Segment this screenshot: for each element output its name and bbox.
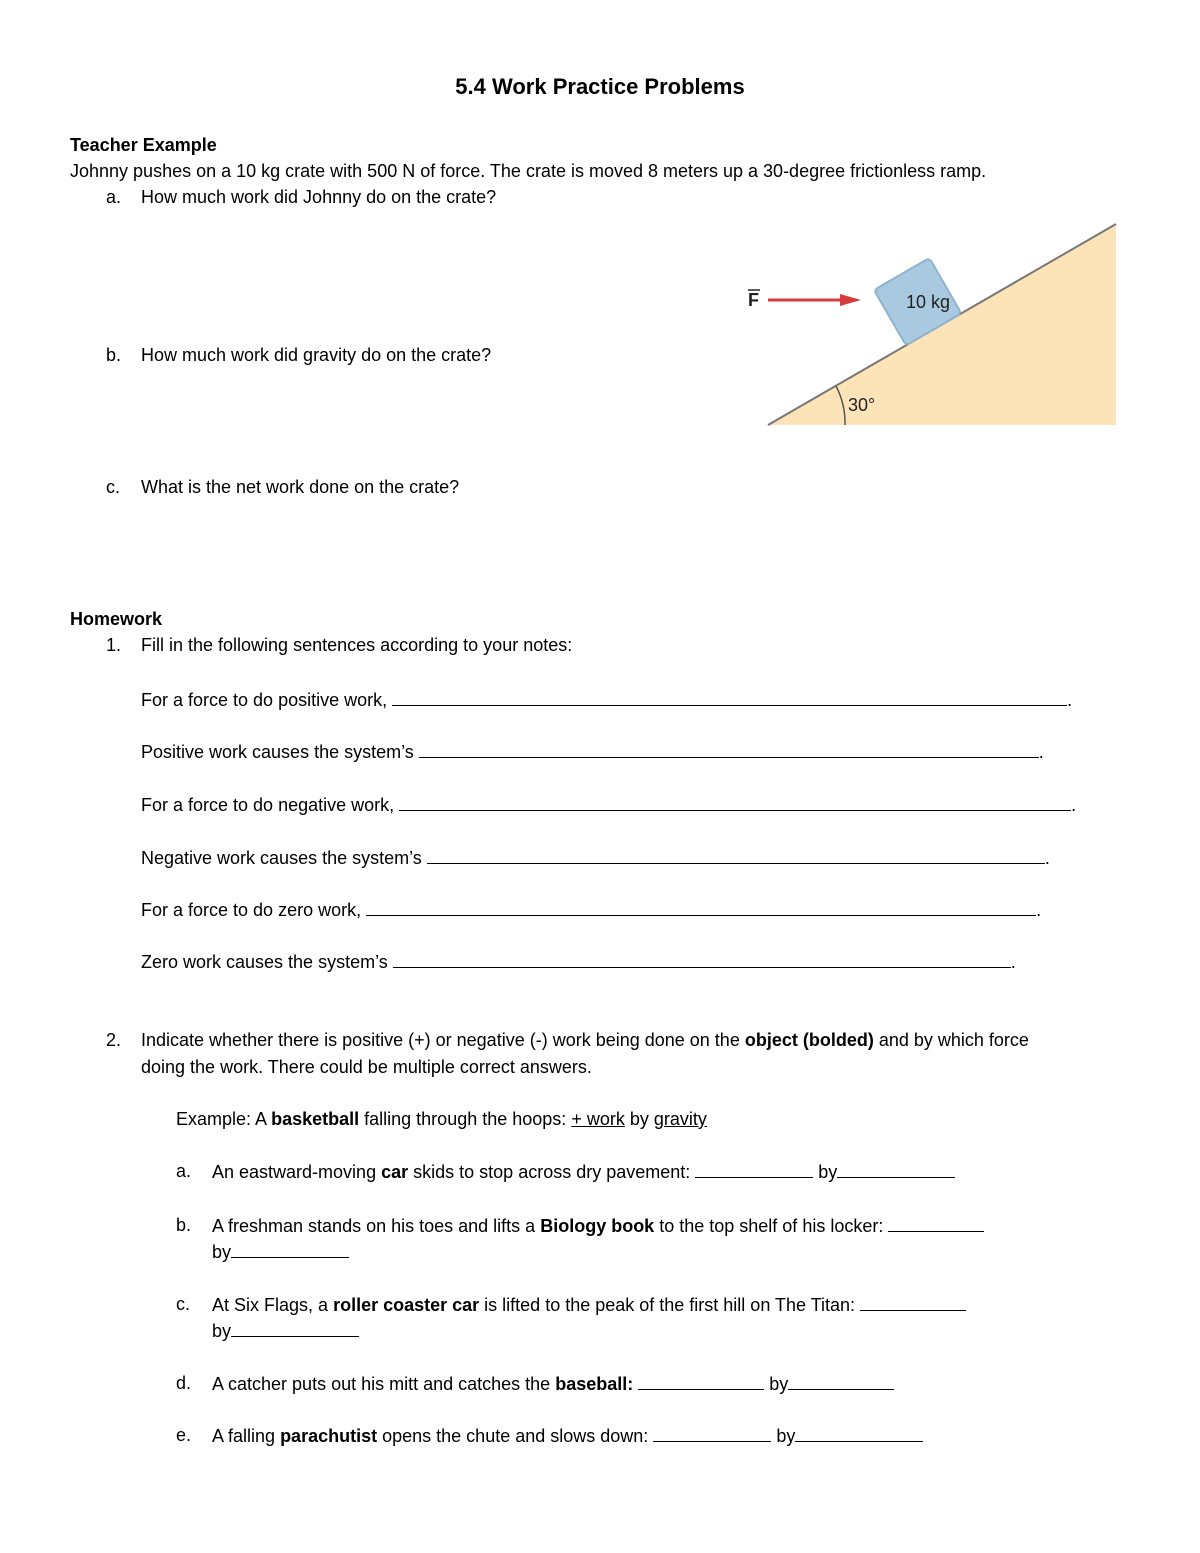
force-blank[interactable] xyxy=(231,1240,349,1258)
item-by: by xyxy=(769,1374,789,1394)
fill-sentence-text: Zero work causes the system’s xyxy=(141,952,388,972)
item-bold: car xyxy=(381,1162,409,1182)
item-by: by xyxy=(818,1162,838,1182)
work-sign-blank[interactable] xyxy=(860,1293,966,1311)
force-blank[interactable] xyxy=(231,1319,359,1337)
example-mid: falling through the hoops: xyxy=(364,1109,567,1129)
q2-item-by-line xyxy=(212,1240,349,1263)
item-pre: A freshman stands on his toes and lifts a xyxy=(212,1216,536,1236)
work-sign-blank[interactable] xyxy=(653,1424,771,1442)
example-bold: basketball xyxy=(271,1109,360,1129)
answer-blank[interactable] xyxy=(399,793,1071,811)
example-answer-work: + work xyxy=(571,1109,625,1129)
q2-line1-post: and by which force xyxy=(878,1030,1029,1050)
item-post: skids to stop across dry pavement: xyxy=(413,1162,691,1182)
answer-blank[interactable] xyxy=(419,740,1039,758)
force-blank[interactable] xyxy=(837,1160,955,1178)
question-label-c: c. xyxy=(106,477,121,497)
teacher-example-heading: Teacher Example xyxy=(70,135,217,155)
item-bold: Biology book xyxy=(540,1216,655,1236)
item-post: is lifted to the peak of the first hill on The Titan: xyxy=(484,1295,856,1315)
q2-example xyxy=(176,1108,707,1130)
force-blank[interactable] xyxy=(795,1424,923,1442)
item-post: to the top shelf of his locker: xyxy=(659,1216,884,1236)
fill-sentence-end: . xyxy=(1044,848,1050,868)
answer-blank[interactable] xyxy=(427,846,1045,864)
answer-blank[interactable] xyxy=(366,898,1036,916)
work-sign-blank[interactable] xyxy=(695,1160,813,1178)
example-answer-force: gravity xyxy=(653,1109,707,1129)
answer-blank[interactable] xyxy=(393,950,1011,968)
item-pre: A catcher puts out his mitt and catches the xyxy=(212,1374,551,1394)
fill-sentence xyxy=(141,740,1044,763)
question-label-a: a. xyxy=(106,187,122,207)
fill-sentence-end: . xyxy=(1067,690,1073,710)
q2-item xyxy=(212,1293,966,1316)
item-pre: An eastward-moving xyxy=(212,1162,377,1182)
angle-label: 30° xyxy=(848,395,876,415)
q2-item-label: c. xyxy=(176,1294,191,1314)
q2-item-label: d. xyxy=(176,1373,192,1393)
fill-sentence xyxy=(141,846,1050,869)
q2-item-label: e. xyxy=(176,1425,192,1445)
item-bold: roller coaster car xyxy=(333,1295,480,1315)
item-bold: parachutist xyxy=(280,1426,378,1446)
item-by: by xyxy=(212,1321,232,1341)
force-arrow-head xyxy=(840,294,861,306)
teacher-example-prompt: Johnny pushes on a 10 kg crate with 500 N of force. The crate is moved 8 meters up a 30-degree frictionless ramp. xyxy=(70,161,987,181)
fill-sentence-end: . xyxy=(1010,952,1016,972)
example-by: by xyxy=(629,1109,649,1129)
page-title: 5.4 Work Practice Problems xyxy=(455,74,745,99)
crate-mass-label: 10 kg xyxy=(905,292,951,312)
hw-q1-text: Fill in the following sentences according to your notes: xyxy=(141,635,573,655)
fill-sentence-text: For a force to do negative work, xyxy=(141,795,395,815)
q2-item-label: b. xyxy=(176,1215,192,1235)
question-b-text: How much work did gravity do on the crate? xyxy=(141,345,492,365)
q2-item-label: a. xyxy=(176,1161,192,1181)
question-a-text: How much work did Johnny do on the crate? xyxy=(141,187,497,207)
q2-item xyxy=(212,1160,955,1183)
fill-sentence xyxy=(141,688,1072,711)
fill-sentence-end: . xyxy=(1038,742,1044,762)
question-c-text: What is the net work done on the crate? xyxy=(141,477,460,497)
ramp-diagram xyxy=(736,218,1122,432)
fill-sentence xyxy=(141,950,1016,973)
q2-line1-bold: object (bolded) xyxy=(744,1030,874,1050)
q2-item xyxy=(212,1424,923,1447)
force-blank[interactable] xyxy=(788,1372,894,1390)
q2-item xyxy=(212,1214,984,1237)
work-sign-blank[interactable] xyxy=(888,1214,984,1232)
work-sign-blank[interactable] xyxy=(638,1372,764,1390)
q2-item xyxy=(212,1372,894,1395)
hw-q1-label: 1. xyxy=(106,635,122,655)
item-pre: At Six Flags, a xyxy=(212,1295,329,1315)
item-pre: A falling xyxy=(212,1426,276,1446)
item-post: opens the chute and slows down: xyxy=(382,1426,649,1446)
force-label: F xyxy=(748,290,759,310)
fill-sentence-text: Negative work causes the system’s xyxy=(141,848,422,868)
hw-q2-line2: doing the work. There could be multiple correct answers. xyxy=(141,1057,592,1077)
fill-sentence-end: . xyxy=(1071,795,1077,815)
example-pre: Example: A xyxy=(176,1109,267,1129)
fill-sentence-text: For a force to do zero work, xyxy=(141,900,362,920)
fill-sentence-end: . xyxy=(1036,900,1042,920)
q2-item-by-line xyxy=(212,1319,359,1342)
hw-q2-line1 xyxy=(141,1029,1029,1051)
fill-sentence xyxy=(141,898,1041,921)
item-bold: baseball: xyxy=(555,1374,634,1394)
hw-q2-label: 2. xyxy=(106,1030,122,1050)
question-label-b: b. xyxy=(106,345,122,365)
q2-line1-pre: Indicate whether there is positive (+) or negative (-) work being done on the xyxy=(141,1030,740,1050)
item-by: by xyxy=(776,1426,796,1446)
fill-sentence-text: For a force to do positive work, xyxy=(141,690,388,710)
homework-heading: Homework xyxy=(70,609,163,629)
fill-sentence-text: Positive work causes the system’s xyxy=(141,742,414,762)
answer-blank[interactable] xyxy=(392,688,1067,706)
item-by: by xyxy=(212,1242,232,1262)
fill-sentence xyxy=(141,793,1076,816)
